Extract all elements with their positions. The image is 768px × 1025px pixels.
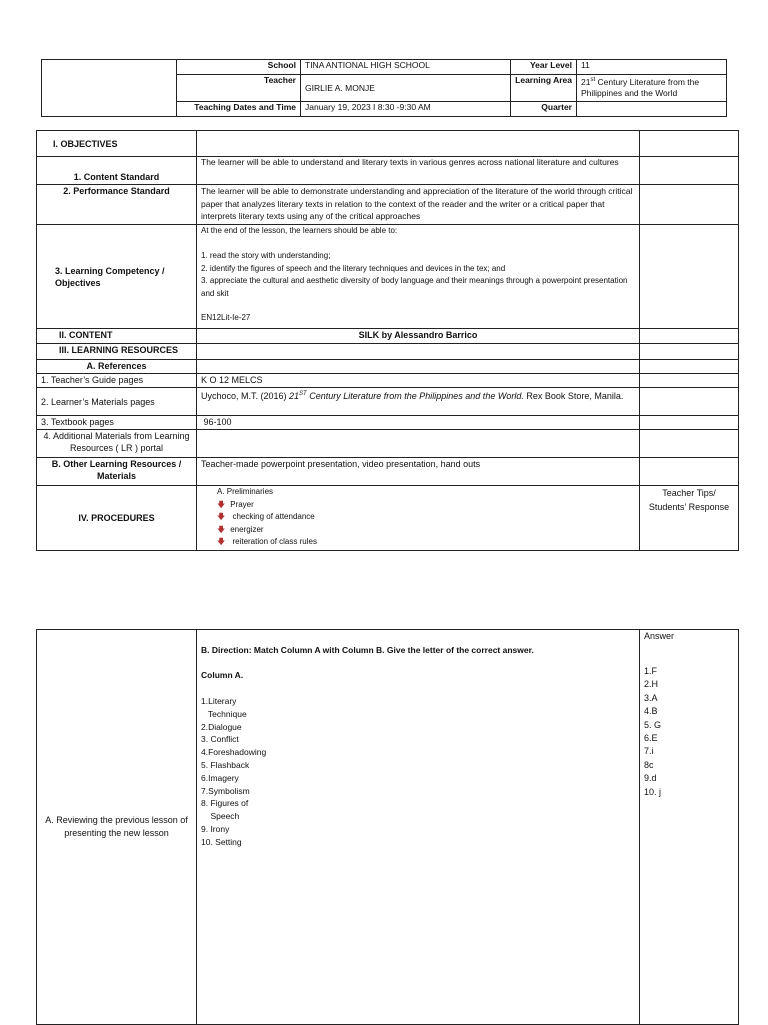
list-item: 3. Conflict xyxy=(201,734,239,745)
list-item: 6.E xyxy=(644,733,658,744)
arrow-down-icon: 🡇 xyxy=(217,537,226,546)
performance-standard-tips xyxy=(640,185,739,225)
list-item xyxy=(217,511,635,524)
content-tips xyxy=(640,329,739,344)
preliminaries-item: Prayer xyxy=(230,499,254,509)
list-item xyxy=(217,499,635,512)
content-value: SILK by Alessandro Barrico xyxy=(197,329,640,344)
content-standard-label: 1. Content Standard xyxy=(37,157,197,185)
list-item xyxy=(217,524,635,537)
learning-area-number: 21 xyxy=(581,76,591,87)
list-item: 7.Symbolism xyxy=(201,785,250,796)
procedures-label: IV. PROCEDURES xyxy=(37,486,197,551)
direction-text: B. Direction: Match Column A with Column B. Give the letter of the correct answer. xyxy=(201,645,534,655)
review-cell xyxy=(197,630,640,1025)
preliminaries-list xyxy=(217,499,635,549)
list-item: 8. Figures of xyxy=(201,798,249,809)
competency-intro: At the end of the lesson, the learners should be able to: xyxy=(201,226,398,235)
answer-list xyxy=(644,665,734,799)
dates-value: January 19, 2023 I 8:30 -9:30 AM xyxy=(301,102,511,117)
competency-cell xyxy=(197,225,640,329)
competency-label: 3. Learning Competency / Objectives xyxy=(37,225,197,329)
objectives-heading: I. OBJECTIVES xyxy=(37,131,197,157)
review-table xyxy=(36,629,739,1025)
additional-materials-value xyxy=(197,430,640,458)
list-item xyxy=(217,536,635,549)
list-item: 9.d xyxy=(644,773,657,784)
header-blank-cell xyxy=(42,60,177,117)
arrow-down-icon: 🡇 xyxy=(217,499,226,509)
school-label: School xyxy=(177,60,301,75)
quarter-label: Quarter xyxy=(511,102,577,117)
learner-materials-title-number: 21 xyxy=(289,391,300,401)
other-resources-value: Teacher-made powerpoint presentation, video presentation, hand outs xyxy=(197,458,640,486)
list-item: 5. Flashback xyxy=(201,759,250,770)
review-label: A. Reviewing the previous lesson of presenting the new lesson xyxy=(37,630,197,1025)
learner-materials-value xyxy=(197,388,640,416)
teacher-label: Teacher xyxy=(177,75,301,102)
list-item: 8c xyxy=(644,759,654,770)
year-level-label: Year Level xyxy=(511,60,577,75)
answer-label: Answer xyxy=(644,631,675,641)
objectives-blank xyxy=(197,131,640,157)
list-item: 5. G xyxy=(644,719,662,730)
teacher-value: GIRLIE A. MONJE xyxy=(301,75,511,102)
list-item: 6.Imagery xyxy=(201,772,239,783)
textbook-value: 96-100 xyxy=(197,416,640,430)
teacher-guide-value: K O 12 MELCS xyxy=(197,374,640,388)
list-item: 4.B xyxy=(644,706,658,717)
learning-area-suffix: st xyxy=(590,77,596,83)
column-a-label: Column A. xyxy=(201,670,244,680)
learner-materials-title xyxy=(289,391,524,401)
list-item: 10. Setting xyxy=(201,836,242,847)
performance-standard-label: 2. Performance Standard xyxy=(37,185,197,225)
column-a-list xyxy=(201,695,635,849)
teacher-guide-label: 1. Teacher’s Guide pages xyxy=(37,374,197,388)
list-item: Technique xyxy=(201,708,247,719)
other-resources-label: B. Other Learning Resources / Materials xyxy=(37,458,197,486)
learner-materials-tips xyxy=(640,388,739,416)
year-level-value: 11 xyxy=(577,60,727,75)
additional-materials-label: 4. Additional Materials from Learning Resources ( LR ) portal xyxy=(37,430,197,458)
learner-materials-label: 2. Learner’s Materials pages xyxy=(37,388,197,416)
learning-area-rest: Century Literature from the Philippines and the World xyxy=(581,76,700,98)
preliminaries-cell xyxy=(197,486,640,551)
teacher-tips-label: Teacher Tips/ Students’ Response xyxy=(640,486,739,551)
list-item: 9. Irony xyxy=(201,823,230,834)
learning-area-label: Learning Area xyxy=(511,75,577,102)
content-standard-tips xyxy=(640,157,739,185)
list-item: 2.H xyxy=(644,679,659,690)
preliminaries-label: A. Preliminaries xyxy=(217,487,274,496)
learner-materials-title-rest: Century Literature from the Philippines and the World. xyxy=(306,391,524,401)
preliminaries-item: energizer xyxy=(230,524,264,534)
dates-label: Teaching Dates and Time xyxy=(177,102,301,117)
list-item: 10. j xyxy=(644,786,662,797)
competency-item: 1. read the story with understanding; xyxy=(201,250,331,260)
list-item: 2.Dialogue xyxy=(201,721,242,732)
references-label: A. References xyxy=(37,360,197,374)
competency-tips xyxy=(640,225,739,329)
header-table xyxy=(41,59,727,117)
resources-label: III. LEARNING RESOURCES xyxy=(37,344,197,360)
lesson-plan-table xyxy=(36,130,739,551)
competency-code: EN12Lit-Ie-27 xyxy=(201,312,251,322)
arrow-down-icon: 🡇 xyxy=(217,512,226,521)
learner-materials-title-suffix: ST xyxy=(299,391,307,397)
preliminaries-item: reiteration of class rules xyxy=(230,537,317,546)
list-item: 1.Literary xyxy=(201,696,237,706)
textbook-tips xyxy=(640,416,739,430)
objectives-tips-blank xyxy=(640,131,739,157)
competency-item: 3. appreciate the cultural and aesthetic diversity of body language and their meanings through a powerpoint presentation and skit xyxy=(201,276,628,299)
references-tips xyxy=(640,360,739,374)
list-item: 1.F xyxy=(644,666,658,676)
arrow-down-icon: 🡇 xyxy=(217,524,226,534)
content-label: II. CONTENT xyxy=(37,329,197,344)
list-item: 3.A xyxy=(644,692,658,703)
list-item: 4.Foreshadowing xyxy=(201,747,267,758)
other-resources-tips xyxy=(640,458,739,486)
content-standard-text: The learner will be able to understand and literary texts in various genres across national literature and cultures xyxy=(197,157,640,185)
learner-materials-author: Uychoco, M.T. (2016) xyxy=(201,391,290,401)
answer-cell xyxy=(640,630,739,1025)
resources-tips xyxy=(640,344,739,360)
teacher-guide-tips xyxy=(640,374,739,388)
additional-materials-tips xyxy=(640,430,739,458)
school-value: TINA ANTIONAL HIGH SCHOOL xyxy=(301,60,511,75)
learner-materials-publisher: Rex Book Store, Manila. xyxy=(523,391,624,401)
quarter-value xyxy=(577,102,727,117)
competency-item: 2. identify the figures of speech and the literary techniques and devices in the tex; and xyxy=(201,263,506,273)
textbook-label: 3. Textbook pages xyxy=(37,416,197,430)
references-blank xyxy=(197,360,640,374)
list-item: 7.i xyxy=(644,746,654,757)
preliminaries-item: checking of attendance xyxy=(230,512,315,521)
learning-area-value xyxy=(577,75,727,102)
performance-standard-text: The learner will be able to demonstrate understanding and appreciation of the literature of the world through critical paper that analyzes literary texts in relation to the context of the reader and the writer or a critical paper that interprets literary texts using any of the critical approaches xyxy=(197,185,640,225)
resources-blank xyxy=(197,344,640,360)
list-item: Speech xyxy=(201,811,240,822)
